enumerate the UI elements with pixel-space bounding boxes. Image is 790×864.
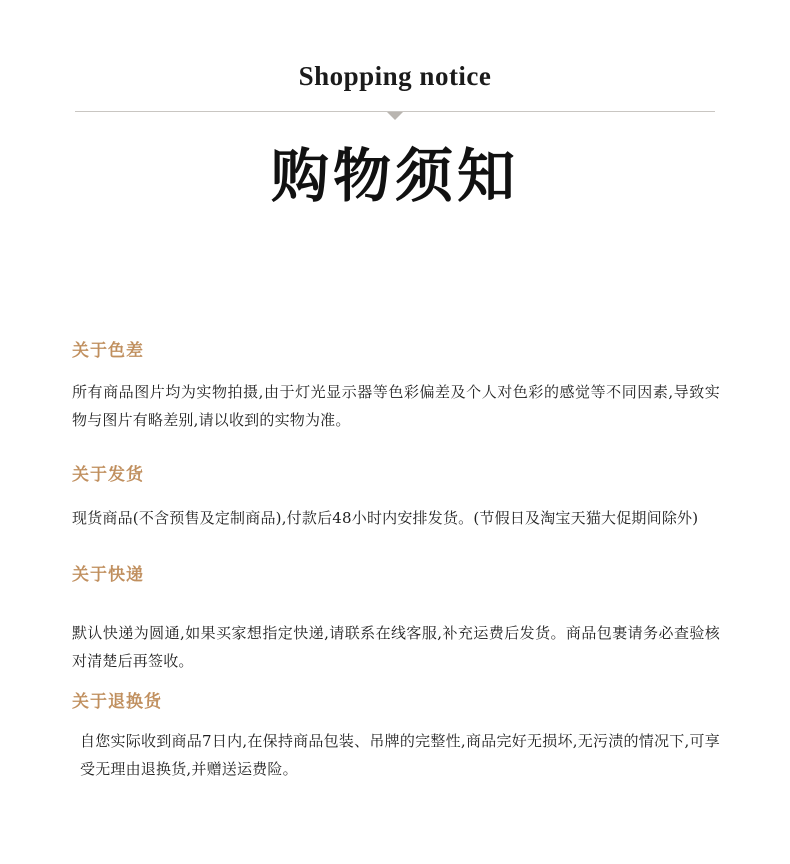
section-body: 现货商品(不含预售及定制商品),付款后48小时内安排发货。(节假日及淘宝天猫大促期间除外) <box>72 508 699 527</box>
header-divider <box>75 111 715 123</box>
section-title: 关于退换货 <box>72 692 162 713</box>
section-returns <box>72 691 720 783</box>
section-shipping <box>72 464 720 532</box>
page-title-chinese: 购物须知 <box>270 141 519 210</box>
page-title-english: Shopping notice <box>298 61 492 91</box>
section-title: 关于快递 <box>72 564 144 585</box>
section-title: 关于色差 <box>72 341 144 361</box>
section-body: 默认快递为圆通,如果买家想指定快递,请联系在线客服,补充运费后发货。商品包裹请务必查验核对清楚后再签收。 <box>72 624 720 671</box>
caret-down-icon <box>387 112 403 120</box>
section-color-difference <box>72 340 720 434</box>
section-express <box>72 564 720 676</box>
page-header <box>0 0 790 209</box>
notice-sections <box>72 340 720 783</box>
section-title: 关于发货 <box>72 464 144 485</box>
section-body: 所有商品图片均为实物拍摄,由于灯光显示器等色彩偏差及个人对色彩的感觉等不同因素,导致实物与图片有略差别,请以收到的实物为准。 <box>72 382 720 429</box>
section-body: 自您实际收到商品7日内,在保持商品包装、吊牌的完整性,商品完好无损坏,无污渍的情况下,可享受无理由退换货,并赠送运费险。 <box>80 732 720 779</box>
